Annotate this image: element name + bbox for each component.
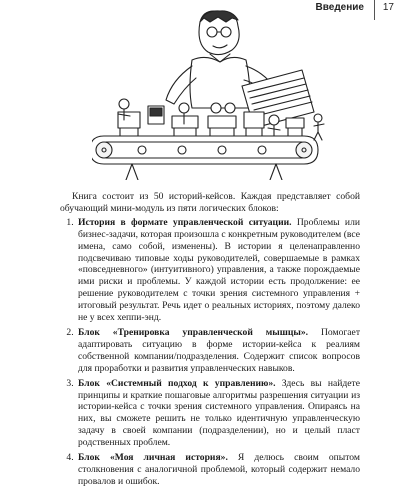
list-item-text: Помогает адаптировать ситуацию в форме истории-кейса к реалиям собственной компании/подразделения. Содержит список вопросов для проработки и развития управленческих навыков.: [78, 326, 361, 374]
list-item-text: Здесь вы найдете принципы и краткие пошаговые алгоритмы разрешения ситуации из истории-кейса с точки зрения системного управления. Опираясь на них, вы сможете решить не только идентичную управленческую задачу в своей компании (подразделении), но и целый пласт родственных проблем.: [78, 377, 361, 449]
list-item-title: История в формате управленческой ситуации.: [78, 216, 292, 228]
list-item-text: Я делюсь своим опытом столкновения с аналогичной проблемой, который содержит немало провалов и ошибок.: [78, 452, 360, 487]
list-item-title: Блок «Системный подход к управлению».: [78, 377, 276, 389]
section-title: Введение: [315, 2, 364, 13]
header-separator: [374, 0, 375, 20]
list-item-title: Блок «Моя личная история».: [78, 452, 228, 464]
list-item: [76, 452, 360, 488]
blocks-list: [60, 217, 360, 488]
list-item-text: Проблемы или бизнес-задачи, которая произошла с конкретным руководителем (все имена, само собой, изменены). В истории я целенаправленно подсвечиваю типовые ходы руководителей, совершаемые в рамках «повседневного» (интуитивного) управления, а также порождаемые ими риски и проблемы. У каждой истории есть продолжение: ее решение руководителем с точки зрения системного управления + итоговый результат. Речь идет о реальных историях, поэтому далеко не у всех хеппи-энд.: [78, 216, 360, 324]
intro-paragraph: Книга состоит из 50 историй-кейсов. Каждая представляет собой обучающий мини-модуль из пяти логических блоков:: [60, 191, 360, 214]
list-item-title: Блок «Тренировка управленческой мышцы».: [78, 326, 309, 338]
list-item: [76, 378, 360, 449]
conveyor-illustration: [92, 8, 332, 180]
page-number: 17: [382, 2, 394, 13]
list-item: [76, 327, 360, 375]
body-text: [60, 191, 360, 491]
list-item: [76, 217, 360, 324]
